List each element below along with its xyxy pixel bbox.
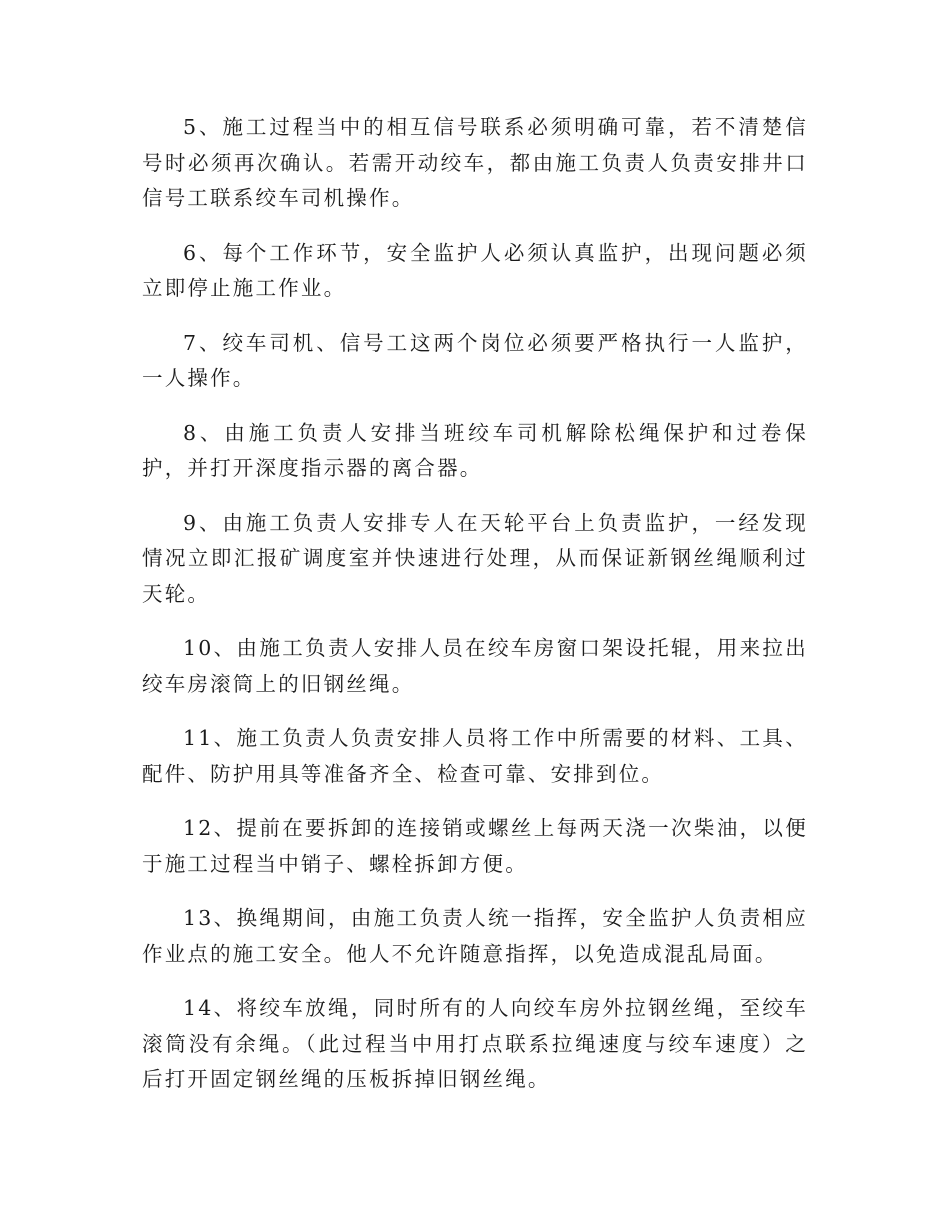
paragraph-item-9: 9、由施工负责人安排专人在天轮平台上负责监护，一经发现情况立即汇报矿调度室并快速进行处理，从而保证新钢丝绳顺利过天轮。 <box>142 510 808 606</box>
document-body <box>142 110 808 1117</box>
paragraph-item-11: 11、施工负责人负责安排人员将工作中所需要的材料、工具、配件、防护用具等准备齐全、检查可靠、安排到位。 <box>142 726 808 786</box>
paragraph-item-5: 5、施工过程当中的相互信号联系必须明确可靠，若不清楚信号时必须再次确认。若需开动绞车，都由施工负责人负责安排井口信号工联系绞车司机操作。 <box>142 115 808 210</box>
paragraph-item-8: 8、由施工负责人安排当班绞车司机解除松绳保护和过卷保护，并打开深度指示器的离合器。 <box>142 420 808 480</box>
paragraph-item-6: 6、每个工作环节，安全监护人必须认真监护，出现问题必须立即停止施工作业。 <box>142 240 808 300</box>
paragraph-item-7: 7、绞车司机、信号工这两个岗位必须要严格执行一人监护，一人操作。 <box>142 330 808 390</box>
paragraph-item-10: 10、由施工负责人安排人员在绞车房窗口架设托辊，用来拉出绞车房滚筒上的旧钢丝绳。 <box>142 636 808 696</box>
paragraph-item-13: 13、换绳期间，由施工负责人统一指挥，安全监护人负责相应作业点的施工安全。他人不允许随意指挥，以免造成混乱局面。 <box>142 906 808 966</box>
paragraph-item-12: 12、提前在要拆卸的连接销或螺丝上每两天浇一次柴油，以便于施工过程当中销子、螺栓拆卸方便。 <box>142 816 808 876</box>
paragraph-item-14: 14、将绞车放绳，同时所有的人向绞车房外拉钢丝绳，至绞车滚筒没有余绳。（此过程当中用打点联系拉绳速度与绞车速度）之后打开固定钢丝绳的压板拆掉旧钢丝绳。 <box>142 996 808 1091</box>
